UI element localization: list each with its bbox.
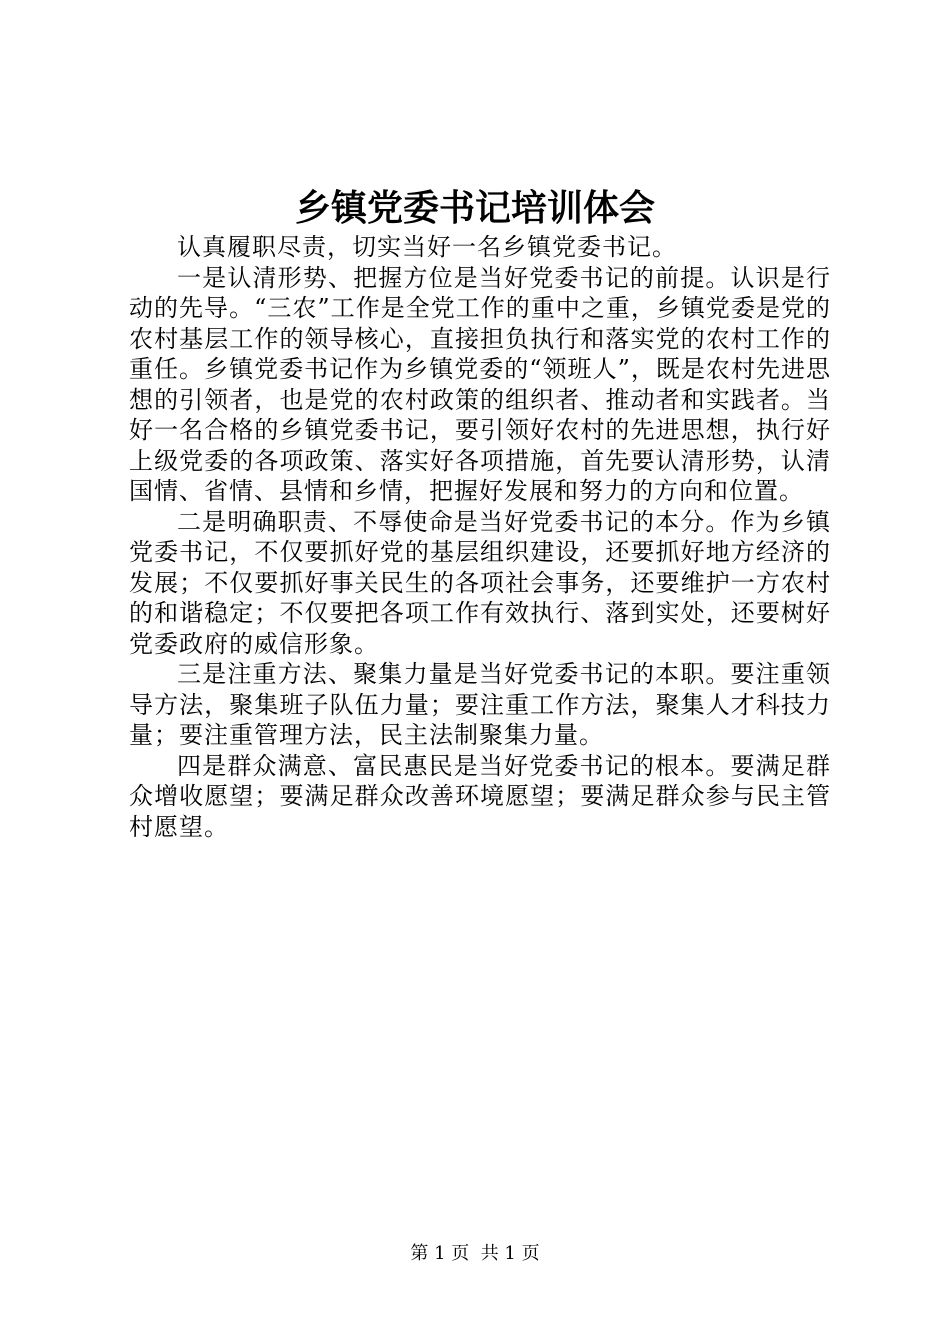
document-body xyxy=(129,232,831,842)
paragraph-point-four: 四是群众满意、富民惠民是当好党委书记的根本。要满足群众增收愿望；要满足群众改善环境愿望；要满足群众参与民主管村愿望。 xyxy=(129,751,831,841)
paragraph-point-one: 一是认清形势、把握方位是当好党委书记的前提。认识是行动的先导。“三农”工作是全党工作的重中之重，乡镇党委是党的农村基层工作的领导核心，直接担负执行和落实党的农村工作的重任。乡镇党委书记作为乡镇党委的“领班人”，既是农村先进思想的引领者，也是党的农村政策的组织者、推动者和实践者。当好一名合格的乡镇党委书记，要引领好农村的先进思想，执行好上级党委的各项政策、落实好各项措施，首先要认清形势，认清国情、省情、县情和乡情，把握好发展和努力的方向和位置。 xyxy=(129,263,831,505)
paragraph-point-two: 二是明确职责、不辱使命是当好党委书记的本分。作为乡镇党委书记，不仅要抓好党的基层组织建设，还要抓好地方经济的发展；不仅要抓好事关民生的各项社会事务，还要维护一方农村的和谐稳定；不仅要把各项工作有效执行、落到实处，还要树好党委政府的威信形象。 xyxy=(129,507,831,658)
page-number-label: 第 1 页 共 1 页 xyxy=(410,1243,540,1264)
paragraph-intro: 认真履职尽责，切实当好一名乡镇党委书记。 xyxy=(177,233,677,261)
page-footer xyxy=(0,1242,950,1266)
document-title: 乡镇党委书记培训体会 xyxy=(294,187,655,229)
paragraph-point-three: 三是注重方法、聚集力量是当好党委书记的本职。要注重领导方法，聚集班子队伍力量；要注重工作方法，聚集人才科技力量；要注重管理方法，民主法制聚集力量。 xyxy=(129,660,831,749)
